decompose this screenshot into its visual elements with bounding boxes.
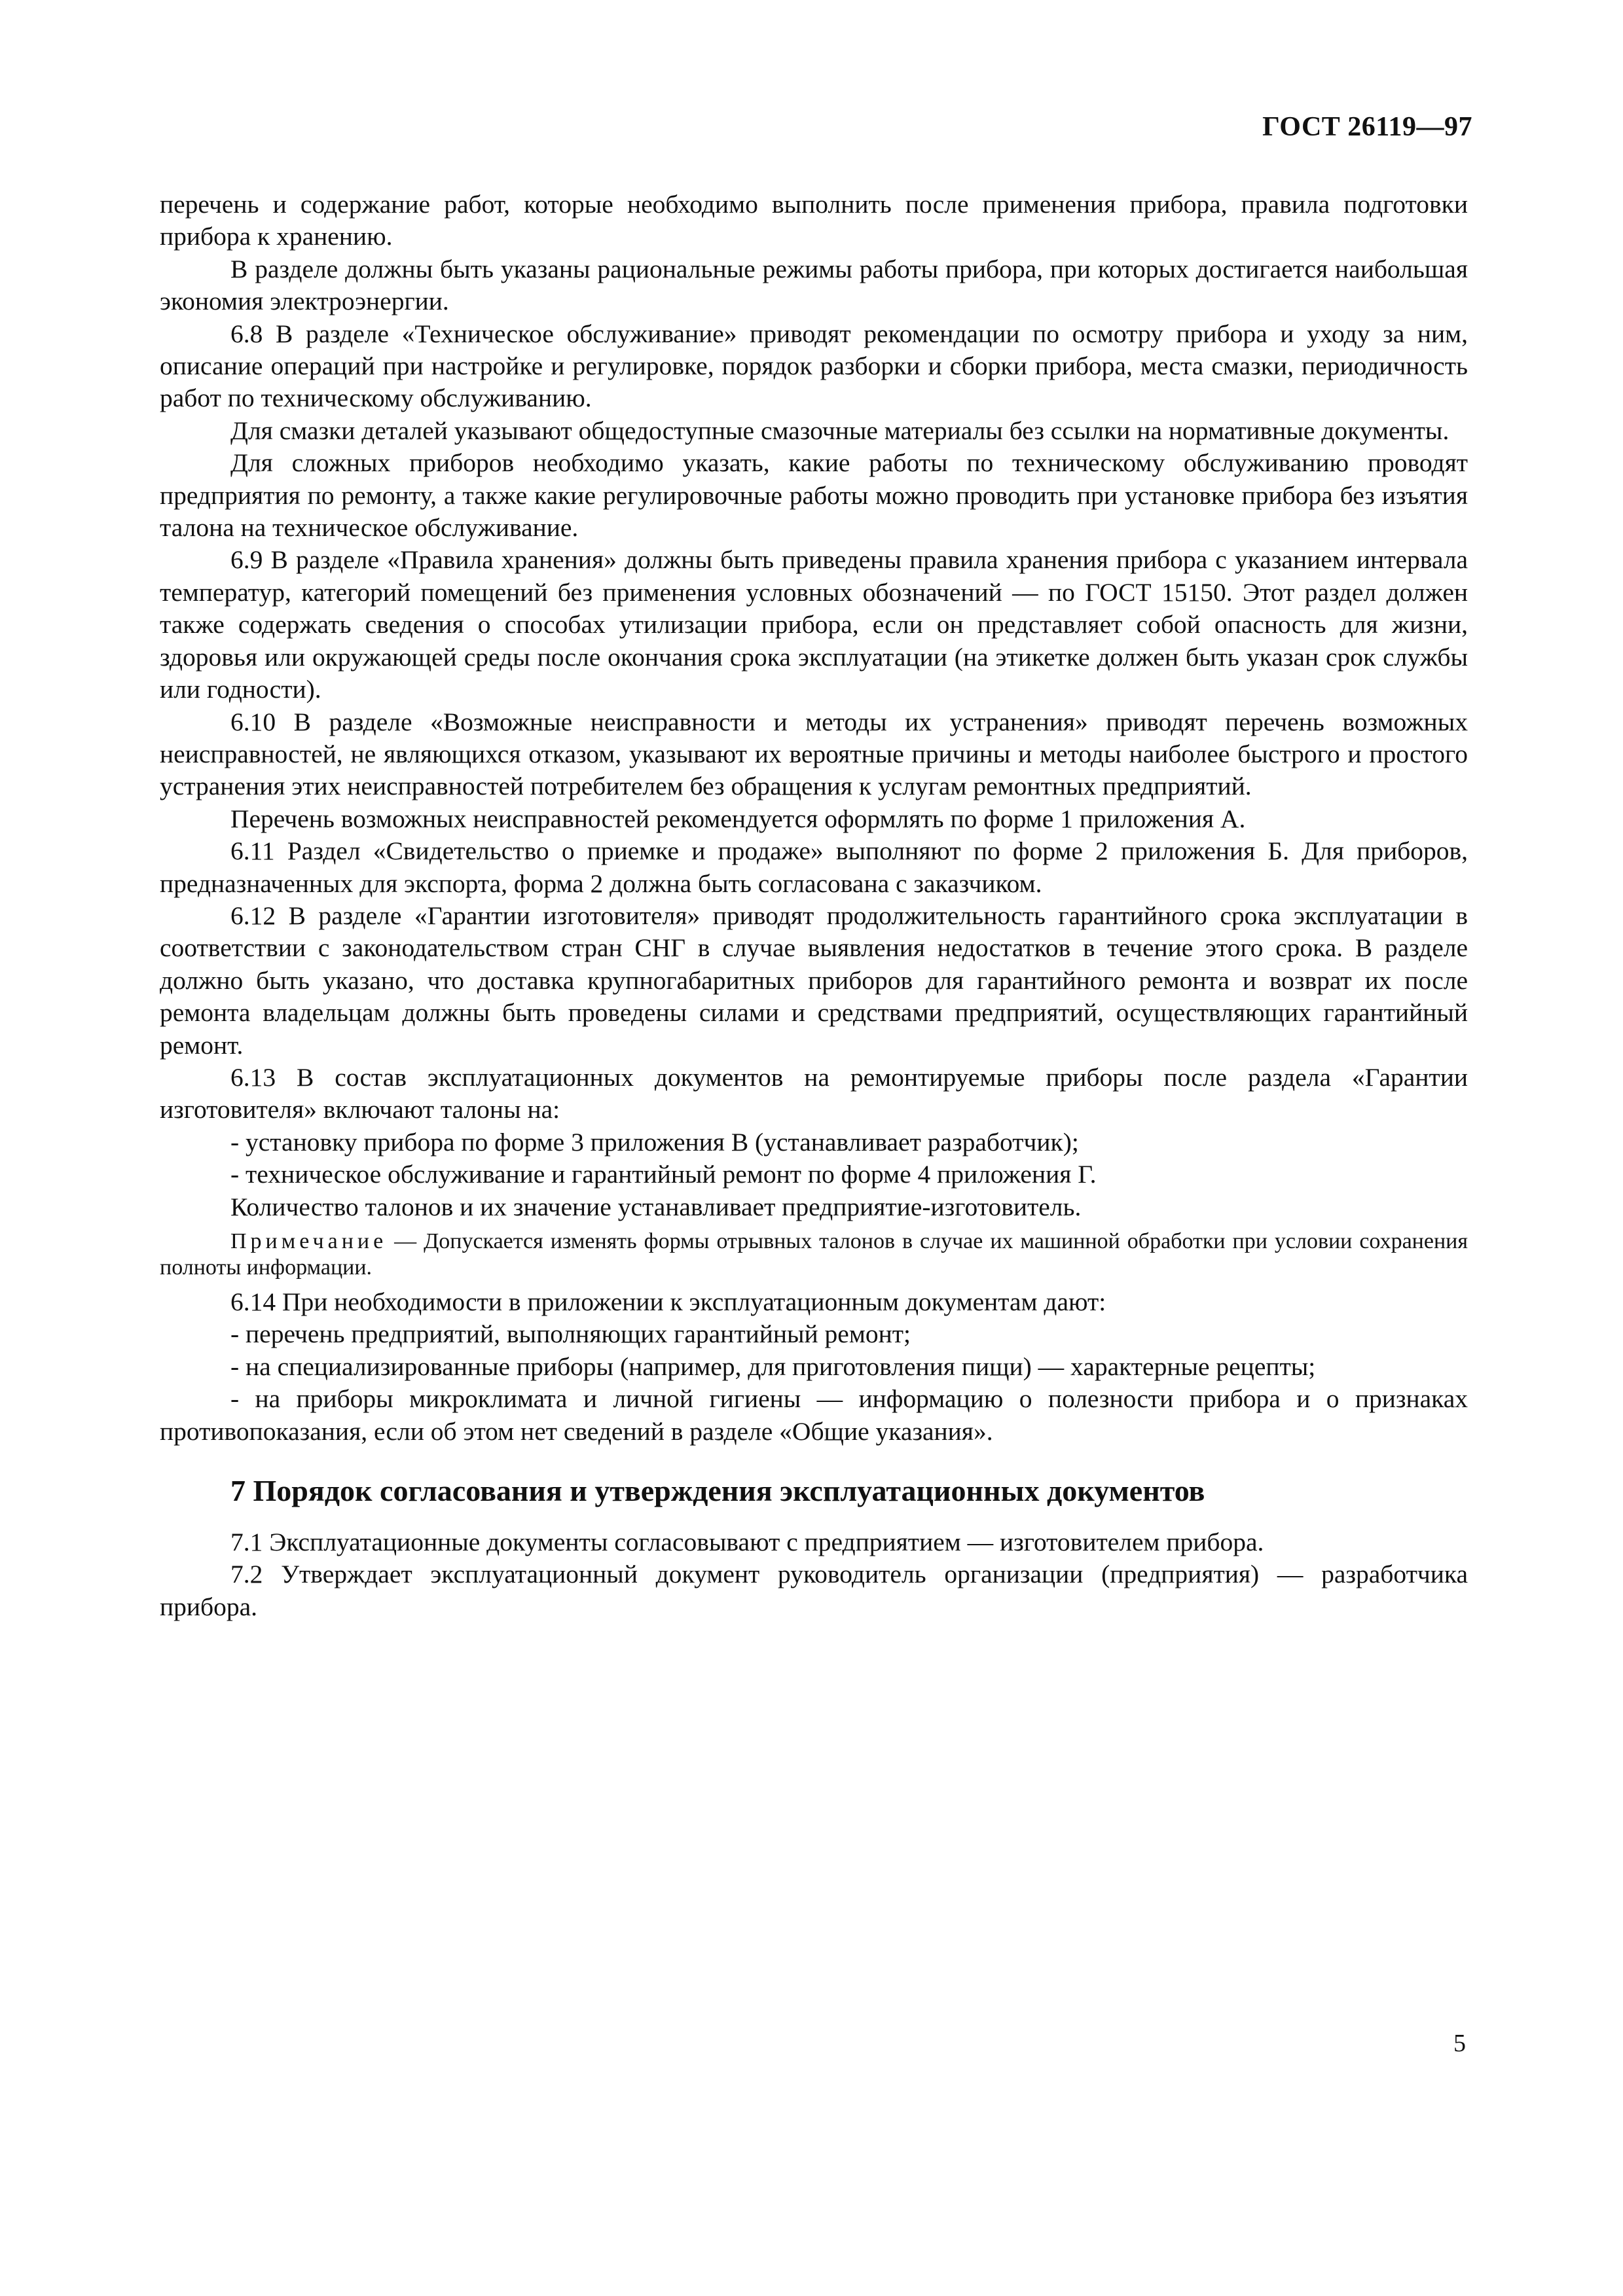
list-item: - установку прибора по форме 3 приложения В (устанавливает разработчик);: [230, 1127, 1079, 1157]
page-number: 5: [1453, 2030, 1466, 2057]
paragraph: Количество талонов и их значение устанавливает предприятие-изготовитель.: [230, 1192, 1082, 1221]
paragraph-6-14: 6.14 При необходимости в приложении к эксплуатационным документам дают:: [230, 1287, 1106, 1316]
paragraph-6-8: 6.8 В разделе «Техническое обслуживание» приводят рекомендации по осмотру прибора и уходу за ним, описание операций при настройке и регулировке, порядок разборки и сборки прибора, места смазки, периодичность работ по техническому обслуживанию.: [160, 319, 1468, 413]
note-text: — Допускается изменять формы отрывных талонов в случае их машинной обработки при условии сохранения полноты информации.: [160, 1229, 1468, 1280]
section-7-heading: 7 Порядок согласования и утверждения эксплуатационных документов: [230, 1474, 1205, 1508]
note-label: Примечание: [230, 1229, 388, 1253]
paragraph-6-9: 6.9 В разделе «Правила хранения» должны быть приведены правила хранения прибора с указанием интервала температур, категорий помещений без применения условных обозначений — по ГОСТ 15150. Этот раздел должен также содержать сведения о способах утилизации прибора, если он представляет собой опасность для жизни, здоровья или окружающей среды после окончания срока эксплуатации (на этикетке должен быть указан срок службы или годности).: [160, 545, 1468, 704]
document-header: ГОСТ 26119—97: [1262, 112, 1472, 142]
paragraph-6-10: 6.10 В разделе «Возможные неисправности и методы их устранения» приводят перечень возможных неисправностей, не являющихся отказом, указывают их вероятные причины и методы наиболее быстрого и простого устранения этих неисправностей потребителем без обращения к услугам ремонтных предприятий.: [160, 707, 1468, 801]
paragraph-continuation: перечень и содержание работ, которые необходимо выполнить после применения прибора, правила подготовки прибора к хранению.: [160, 190, 1468, 251]
paragraph-6-12: 6.12 В разделе «Гарантии изготовителя» приводят продолжительность гарантийного срока эксплуатации в соответствии с законодательством стран СНГ в случае выявления недостатков в течение этого срока. В разделе должно быть указано, что доставка крупногабаритных приборов для гарантийного ремонта и возврат их после ремонта владельцам должны быть проведены силами и средствами предприятий, осуществляющих гарантийный ремонт.: [160, 901, 1468, 1060]
list-item: - на специализированные приборы (например, для приготовления пищи) — характерные рецепты;: [230, 1352, 1316, 1381]
list-item: - на приборы микроклимата и личной гигиены — информацию о полезности прибора и о признаках противопоказания, если об этом нет сведений в разделе «Общие указания».: [160, 1384, 1468, 1446]
paragraph-6-11: 6.11 Раздел «Свидетельство о приемке и продаже» выполняют по форме 2 приложения Б. Для приборов, предназначенных для экспорта, форма 2 должна быть согласована с заказчиком.: [160, 836, 1468, 898]
page-body: [160, 188, 1468, 1623]
paragraph: Для сложных приборов необходимо указать, какие работы по техническому обслуживанию проводят предприятия по ремонту, а также какие регулировочные работы можно проводить при установке прибора без изъятия талона на техническое обслуживание.: [160, 448, 1468, 543]
paragraph: В разделе должны быть указаны рациональные режимы работы прибора, при которых достигается наибольшая экономия электроэнергии.: [160, 254, 1468, 316]
list-item: - техническое обслуживание и гарантийный ремонт по форме 4 приложения Г.: [230, 1160, 1097, 1189]
note: [160, 1229, 1468, 1281]
paragraph-7-2: 7.2 Утверждает эксплуатационный документ руководитель организации (предприятия) — разработчика прибора.: [160, 1560, 1468, 1621]
paragraph: Перечень возможных неисправностей рекомендуется оформлять по форме 1 приложения А.: [230, 804, 1246, 833]
list-item: - перечень предприятий, выполняющих гарантийный ремонт;: [230, 1319, 911, 1349]
paragraph: Для смазки деталей указывают общедоступные смазочные материалы без ссылки на нормативные документы.: [230, 416, 1450, 445]
paragraph-7-1: 7.1 Эксплуатационные документы согласовывают с предприятием — изготовителем прибора.: [230, 1528, 1264, 1557]
paragraph-6-13: 6.13 В состав эксплуатационных документов на ремонтируемые приборы после раздела «Гарантии изготовителя» включают талоны на:: [160, 1062, 1468, 1124]
